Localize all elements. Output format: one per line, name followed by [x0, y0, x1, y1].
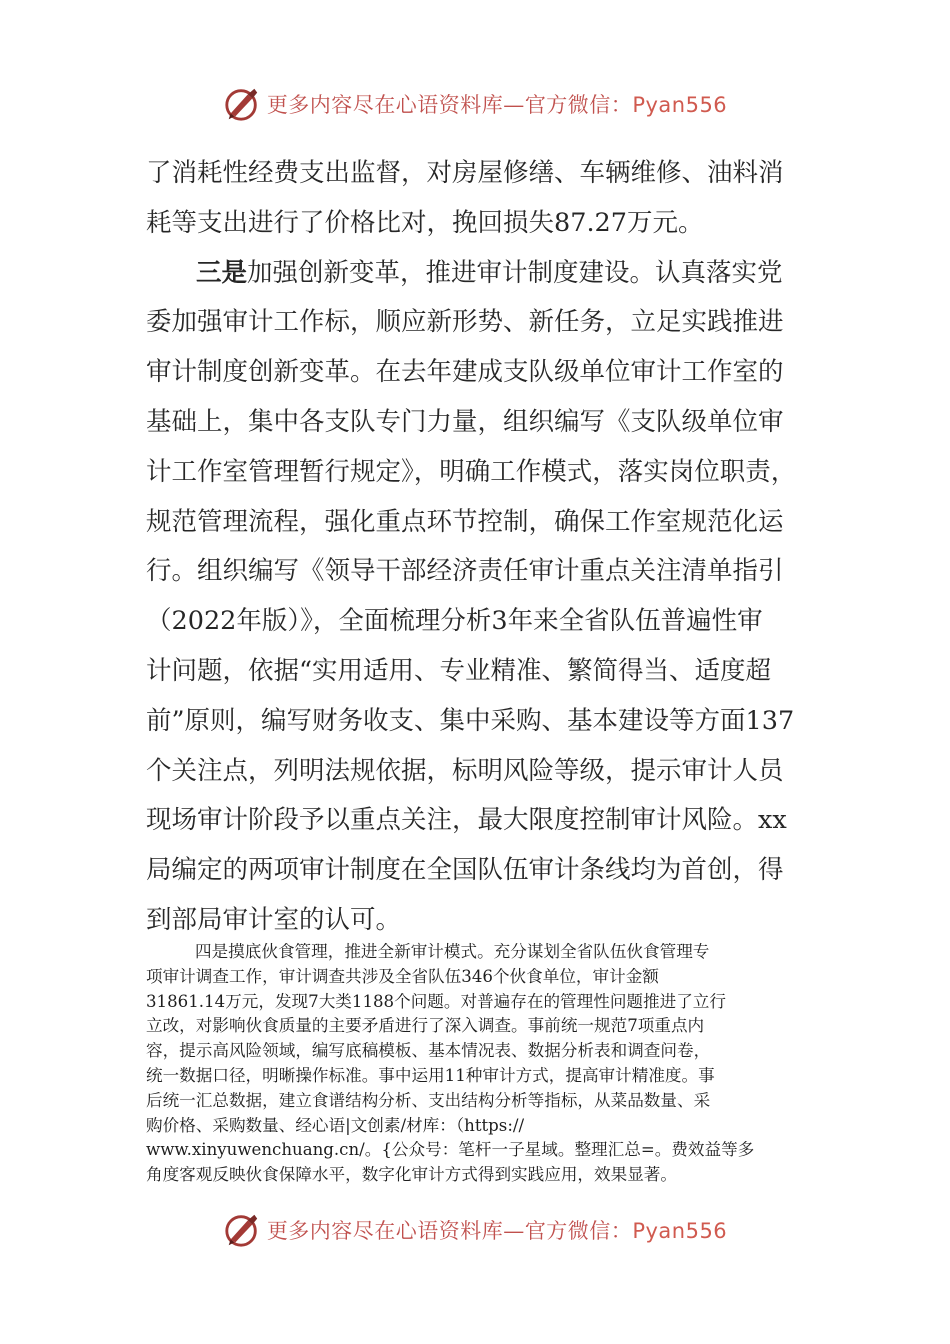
- small-line: 容，提示高风险领域，编写底稿模板、基本情况表、数据分析表和调查问卷，: [146, 1041, 711, 1061]
- small-line: 立改，对影响伙食质量的主要矛盾进行了深入调查。事前统一规范7项重点内: [146, 1016, 705, 1036]
- body-line: 基础上，集中各支队专门力量，组织编写《支队级单位审: [146, 406, 784, 437]
- body-line: 规范管理流程，强化重点环节控制，确保工作室规范化运: [146, 506, 784, 537]
- banner-wechat-id: Pyan556: [632, 1219, 728, 1243]
- body-line: 计工作室管理暂行规定》，明确工作模式，落实岗位职责，: [146, 456, 797, 487]
- banner-wechat-label: 官方微信：: [524, 93, 633, 117]
- footer-banner: [0, 1208, 950, 1252]
- small-line: 31861.14万元，发现7大类1188个问题。对普遍存在的管理性问题推进了立行: [146, 991, 726, 1011]
- body-line: （2022年版）》，全面梳理分析3年来全省队伍普遍性审: [146, 606, 763, 637]
- body-line: 局编定的两项审计制度在全国队伍审计条线均为首创，得: [146, 855, 784, 886]
- body-line: 了消耗性经费支出监督，对房屋修缮、车辆维修、油料消: [146, 158, 784, 188]
- banner-text: [267, 1215, 727, 1245]
- pen-logo-icon: [223, 85, 261, 123]
- small-line: 统一数据口径，明晰操作标准。事中运用11种审计方式，提高审计精准度。事: [146, 1065, 715, 1085]
- banner-wechat-id: Pyan556: [632, 93, 728, 117]
- paragraph-four: [146, 940, 806, 1188]
- main-body: [146, 149, 806, 946]
- paragraph-three-first-line: [146, 249, 806, 299]
- banner-slogan: 更多内容尽在心语资料库—: [266, 1219, 525, 1243]
- banner-slogan: 更多内容尽在心语资料库—: [266, 93, 525, 117]
- body-line: 到部局审计室的认可。: [146, 904, 402, 935]
- small-line: www.xinyuwenchuang.cn/。{公众号：笔杆一子星域。整理汇总=。费效益等多: [146, 1140, 755, 1160]
- small-line: 购价格、采购数量、经心语|文创素/材库：（https://: [146, 1115, 525, 1135]
- paragraph-lead-rest: 加强创新变革，推进审计制度建设。认真落实党: [247, 257, 783, 288]
- body-line: 计问题，依据“实用适用、专业精准、繁简得当、适度超: [146, 655, 772, 686]
- body-line: 委加强审计工作标，顺应新形势、新任务，立足实践推进: [146, 307, 784, 338]
- small-line: 后统一汇总数据，建立食谱结构分析、支出结构分析等指标，从菜品数量、采: [146, 1090, 711, 1110]
- pen-logo-icon: [223, 1211, 261, 1249]
- small-line: 角度客观反映伙食保障水平，数字化审计方式得到实践应用，效果显著。: [146, 1165, 677, 1185]
- body-line: 耗等支出进行了价格比对，挽回损失87.27万元。: [146, 207, 704, 238]
- body-line: 现场审计阶段予以重点关注，最大限度控制审计风险。xx: [146, 805, 787, 836]
- body-line: 行。组织编写《领导干部经济责任审计重点关注清单指引: [146, 556, 784, 587]
- body-line: 个关注点，列明法规依据，标明风险等级，提示审计人员: [146, 755, 784, 786]
- banner-text: [267, 89, 727, 119]
- banner-wechat-label: 官方微信：: [524, 1219, 633, 1243]
- paragraph-lead: 三是: [196, 257, 248, 288]
- header-banner: [0, 82, 950, 126]
- small-line: 四是摸底伙食管理，推进全新审计模式。充分谋划全省队伍伙食管理专: [195, 942, 710, 961]
- small-line: 项审计调查工作，审计调查共涉及全省队伍346个伙食单位，审计金额: [146, 966, 659, 986]
- body-line: 前”原则，编写财务收支、集中采购、基本建设等方面137: [146, 705, 795, 736]
- body-line: 审计制度创新变革。在去年建成支队级单位审计工作室的: [146, 357, 784, 388]
